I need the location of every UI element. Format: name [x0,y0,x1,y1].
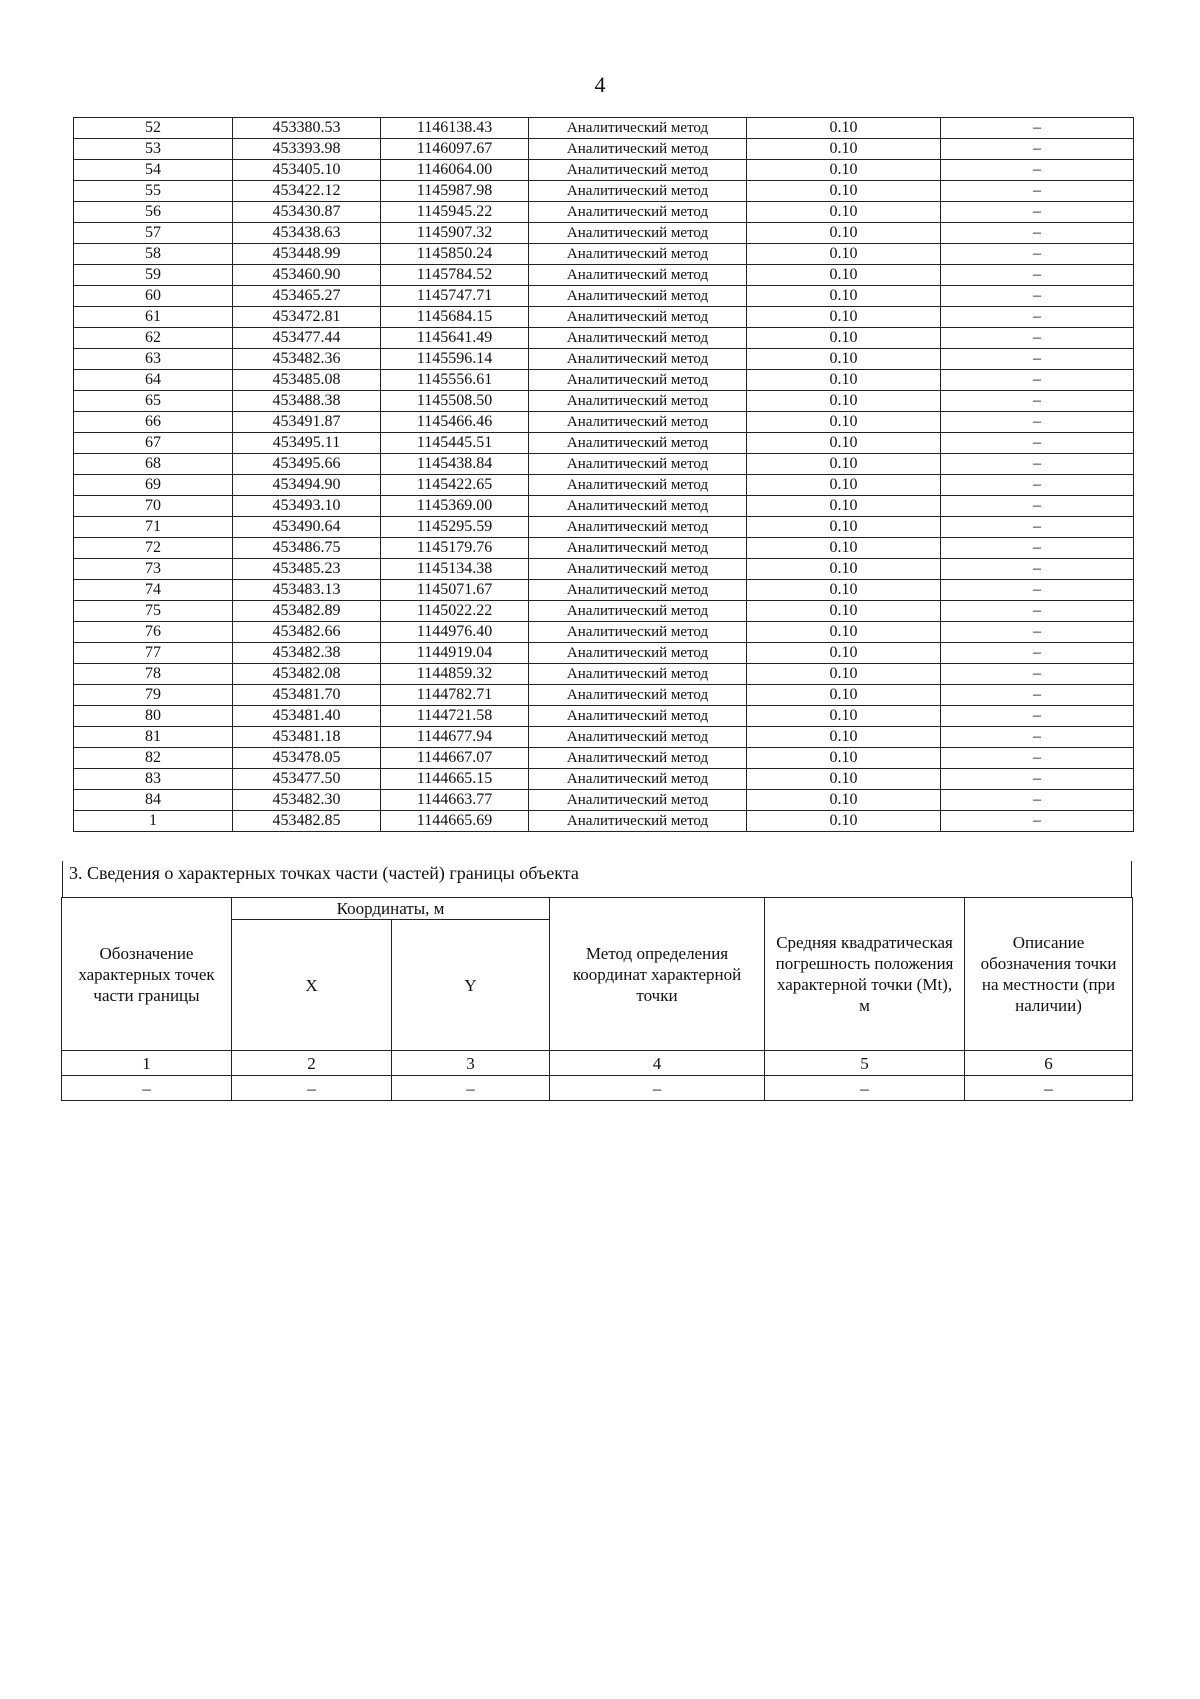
coord-x-cell: 453485.23 [233,559,381,580]
coord-x-cell: 453460.90 [233,265,381,286]
table-row [74,664,1134,685]
coord-x-cell: 453482.30 [233,790,381,811]
error-value-cell: 0.10 [747,748,941,769]
method-cell: Аналитический метод [529,307,747,328]
method-cell: Аналитический метод [529,202,747,223]
description-cell: – [941,685,1134,706]
point-number-cell: 84 [74,790,233,811]
coord-x-cell: 453481.18 [233,727,381,748]
empty-cell: – [965,1076,1133,1101]
description-cell: – [941,349,1134,370]
error-value-cell: 0.10 [747,643,941,664]
coord-x-cell: 453448.99 [233,244,381,265]
table-row [74,307,1134,328]
point-number-cell: 75 [74,601,233,622]
coord-x-cell: 453482.85 [233,811,381,832]
point-number-cell: 76 [74,622,233,643]
point-number-cell: 78 [74,664,233,685]
point-number-cell: 72 [74,538,233,559]
method-cell: Аналитический метод [529,769,747,790]
point-number-cell: 1 [74,811,233,832]
table-row [74,475,1134,496]
method-cell: Аналитический метод [529,139,747,160]
coord-y-cell: 1145784.52 [381,265,529,286]
method-cell: Аналитический метод [529,664,747,685]
coord-y-cell: 1144721.58 [381,706,529,727]
error-value-cell: 0.10 [747,202,941,223]
error-value-cell: 0.10 [747,559,941,580]
error-value-cell: 0.10 [747,580,941,601]
method-cell: Аналитический метод [529,118,747,139]
table-row [74,202,1134,223]
description-cell: – [941,181,1134,202]
section-3-title: 3. Сведения о характерных точках части (частей) границы объекта [62,861,1132,897]
point-number-cell: 66 [74,412,233,433]
method-cell: Аналитический метод [529,286,747,307]
description-cell: – [941,391,1134,412]
point-number-cell: 69 [74,475,233,496]
coord-x-cell: 453491.87 [233,412,381,433]
coord-y-cell: 1145295.59 [381,517,529,538]
coord-x-cell: 453482.08 [233,664,381,685]
description-cell: – [941,139,1134,160]
table-row [74,790,1134,811]
coord-y-cell: 1145556.61 [381,370,529,391]
method-cell: Аналитический метод [529,160,747,181]
coord-y-cell: 1145071.67 [381,580,529,601]
coord-x-cell: 453438.63 [233,223,381,244]
method-cell: Аналитический метод [529,601,747,622]
point-number-cell: 54 [74,160,233,181]
point-number-cell: 73 [74,559,233,580]
table-row [74,769,1134,790]
coord-y-cell: 1144919.04 [381,643,529,664]
point-number-cell: 77 [74,643,233,664]
method-cell: Аналитический метод [529,538,747,559]
coord-x-cell: 453486.75 [233,538,381,559]
coord-y-cell: 1145369.00 [381,496,529,517]
coordinates-table-body [74,118,1134,832]
point-number-cell: 63 [74,349,233,370]
column-number: 1 [62,1051,232,1076]
coord-y-cell: 1145987.98 [381,181,529,202]
error-value-cell: 0.10 [747,475,941,496]
description-cell: – [941,601,1134,622]
method-cell: Аналитический метод [529,223,747,244]
table-row [74,118,1134,139]
header-error: Средняя квадратическая погрешность положения характерной точки (Mt), м [765,898,965,1051]
column-number: 6 [965,1051,1133,1076]
coord-y-cell: 1144782.71 [381,685,529,706]
method-cell: Аналитический метод [529,727,747,748]
description-cell: – [941,559,1134,580]
empty-cell: – [765,1076,965,1101]
coord-x-cell: 453490.64 [233,517,381,538]
point-number-cell: 81 [74,727,233,748]
error-value-cell: 0.10 [747,538,941,559]
method-cell: Аналитический метод [529,622,747,643]
description-cell: – [941,244,1134,265]
coord-y-cell: 1145422.65 [381,475,529,496]
table-row [74,286,1134,307]
table-row [74,580,1134,601]
description-cell: – [941,160,1134,181]
coord-x-cell: 453422.12 [233,181,381,202]
coord-x-cell: 453495.66 [233,454,381,475]
coord-y-cell: 1144663.77 [381,790,529,811]
coord-y-cell: 1144976.40 [381,622,529,643]
description-cell: – [941,265,1134,286]
point-number-cell: 70 [74,496,233,517]
description-cell: – [941,412,1134,433]
coord-y-cell: 1145508.50 [381,391,529,412]
description-cell: – [941,790,1134,811]
error-value-cell: 0.10 [747,139,941,160]
coord-y-cell: 1145022.22 [381,601,529,622]
method-cell: Аналитический метод [529,643,747,664]
error-value-cell: 0.10 [747,391,941,412]
coordinates-table [73,117,1134,832]
table-row [74,139,1134,160]
error-value-cell: 0.10 [747,433,941,454]
coord-x-cell: 453481.70 [233,685,381,706]
method-cell: Аналитический метод [529,790,747,811]
description-cell: – [941,202,1134,223]
coord-x-cell: 453493.10 [233,496,381,517]
coord-x-cell: 453405.10 [233,160,381,181]
table-row [74,181,1134,202]
description-cell: – [941,622,1134,643]
description-cell: – [941,328,1134,349]
method-cell: Аналитический метод [529,349,747,370]
coord-y-cell: 1145641.49 [381,328,529,349]
coord-x-cell: 453482.36 [233,349,381,370]
error-value-cell: 0.10 [747,454,941,475]
coord-x-cell: 453495.11 [233,433,381,454]
table-row [74,643,1134,664]
point-number-cell: 57 [74,223,233,244]
error-value-cell: 0.10 [747,370,941,391]
error-value-cell: 0.10 [747,160,941,181]
table-row [74,265,1134,286]
table-row [74,538,1134,559]
method-cell: Аналитический метод [529,811,747,832]
table-row [74,517,1134,538]
empty-cell: – [392,1076,550,1101]
method-cell: Аналитический метод [529,706,747,727]
coord-y-cell: 1145134.38 [381,559,529,580]
description-cell: – [941,664,1134,685]
coord-y-cell: 1145684.15 [381,307,529,328]
description-cell: – [941,706,1134,727]
method-cell: Аналитический метод [529,265,747,286]
point-number-cell: 67 [74,433,233,454]
description-cell: – [941,223,1134,244]
coord-y-cell: 1145179.76 [381,538,529,559]
error-value-cell: 0.10 [747,664,941,685]
part-boundary-points-table [61,897,1133,1101]
point-number-cell: 65 [74,391,233,412]
table-row [74,223,1134,244]
point-number-cell: 80 [74,706,233,727]
coord-y-cell: 1146138.43 [381,118,529,139]
method-cell: Аналитический метод [529,370,747,391]
table-row [74,496,1134,517]
coord-y-cell: 1144859.32 [381,664,529,685]
description-cell: – [941,433,1134,454]
error-value-cell: 0.10 [747,265,941,286]
coord-y-cell: 1144667.07 [381,748,529,769]
description-cell: – [941,286,1134,307]
method-cell: Аналитический метод [529,559,747,580]
coord-y-cell: 1145907.32 [381,223,529,244]
error-value-cell: 0.10 [747,328,941,349]
point-number-cell: 56 [74,202,233,223]
table-row [74,727,1134,748]
table-row [74,328,1134,349]
table-row [74,622,1134,643]
header-description: Описание обозначения точки на местности (при наличии) [965,898,1133,1051]
table-row [74,685,1134,706]
header-y: Y [392,920,550,1051]
description-cell: – [941,517,1134,538]
column-number: 2 [232,1051,392,1076]
coord-x-cell: 453472.81 [233,307,381,328]
description-cell: – [941,475,1134,496]
point-number-cell: 52 [74,118,233,139]
description-cell: – [941,538,1134,559]
description-cell: – [941,727,1134,748]
description-cell: – [941,370,1134,391]
point-number-cell: 79 [74,685,233,706]
error-value-cell: 0.10 [747,769,941,790]
table-row [74,433,1134,454]
table-row [74,706,1134,727]
empty-cell: – [232,1076,392,1101]
error-value-cell: 0.10 [747,622,941,643]
coord-x-cell: 453478.05 [233,748,381,769]
coord-x-cell: 453494.90 [233,475,381,496]
description-cell: – [941,748,1134,769]
coord-y-cell: 1145747.71 [381,286,529,307]
table-row [74,811,1134,832]
coord-y-cell: 1145596.14 [381,349,529,370]
table-row [74,748,1134,769]
description-cell: – [941,769,1134,790]
error-value-cell: 0.10 [747,181,941,202]
point-number-cell: 62 [74,328,233,349]
coord-x-cell: 453465.27 [233,286,381,307]
coord-y-cell: 1144665.15 [381,769,529,790]
coord-y-cell: 1145445.51 [381,433,529,454]
method-cell: Аналитический метод [529,244,747,265]
coord-x-cell: 453482.66 [233,622,381,643]
method-cell: Аналитический метод [529,580,747,601]
point-number-cell: 61 [74,307,233,328]
empty-cell: – [550,1076,765,1101]
description-cell: – [941,496,1134,517]
description-cell: – [941,454,1134,475]
method-cell: Аналитический метод [529,328,747,349]
point-number-cell: 55 [74,181,233,202]
coord-x-cell: 453483.13 [233,580,381,601]
column-numbers-row [62,1051,1133,1076]
point-number-cell: 71 [74,517,233,538]
error-value-cell: 0.10 [747,790,941,811]
description-cell: – [941,118,1134,139]
column-number: 3 [392,1051,550,1076]
coord-y-cell: 1144665.69 [381,811,529,832]
header-x: X [232,920,392,1051]
point-number-cell: 53 [74,139,233,160]
header-coordinates: Координаты, м [232,898,550,920]
point-number-cell: 82 [74,748,233,769]
coord-x-cell: 453481.40 [233,706,381,727]
error-value-cell: 0.10 [747,412,941,433]
header-designation: Обозначение характерных точек части границы [62,898,232,1051]
coord-y-cell: 1146064.00 [381,160,529,181]
point-number-cell: 60 [74,286,233,307]
error-value-cell: 0.10 [747,286,941,307]
empty-data-row [62,1076,1133,1101]
error-value-cell: 0.10 [747,811,941,832]
error-value-cell: 0.10 [747,517,941,538]
coord-y-cell: 1145945.22 [381,202,529,223]
table-row [74,601,1134,622]
description-cell: – [941,307,1134,328]
error-value-cell: 0.10 [747,727,941,748]
method-cell: Аналитический метод [529,391,747,412]
method-cell: Аналитический метод [529,181,747,202]
coord-y-cell: 1145850.24 [381,244,529,265]
coord-y-cell: 1144677.94 [381,727,529,748]
coord-y-cell: 1146097.67 [381,139,529,160]
coord-y-cell: 1145466.46 [381,412,529,433]
error-value-cell: 0.10 [747,307,941,328]
coord-x-cell: 453393.98 [233,139,381,160]
point-number-cell: 68 [74,454,233,475]
error-value-cell: 0.10 [747,685,941,706]
method-cell: Аналитический метод [529,496,747,517]
point-number-cell: 83 [74,769,233,790]
table-row [74,412,1134,433]
table-row [74,559,1134,580]
point-number-cell: 59 [74,265,233,286]
coord-x-cell: 453477.44 [233,328,381,349]
method-cell: Аналитический метод [529,748,747,769]
table-row [74,391,1134,412]
column-number: 4 [550,1051,765,1076]
page-number: 4 [594,72,606,97]
method-cell: Аналитический метод [529,475,747,496]
coord-x-cell: 453482.38 [233,643,381,664]
point-number-cell: 74 [74,580,233,601]
table-row [74,454,1134,475]
method-cell: Аналитический метод [529,433,747,454]
table-row [74,244,1134,265]
error-value-cell: 0.10 [747,601,941,622]
coord-y-cell: 1145438.84 [381,454,529,475]
method-cell: Аналитический метод [529,517,747,538]
error-value-cell: 0.10 [747,706,941,727]
column-number: 5 [765,1051,965,1076]
point-number-cell: 58 [74,244,233,265]
table-row [74,349,1134,370]
header-method: Метод определения координат характерной точки [550,898,765,1051]
coord-x-cell: 453482.89 [233,601,381,622]
coord-x-cell: 453430.87 [233,202,381,223]
table-row [74,160,1134,181]
description-cell: – [941,811,1134,832]
coord-x-cell: 453485.08 [233,370,381,391]
method-cell: Аналитический метод [529,685,747,706]
method-cell: Аналитический метод [529,454,747,475]
method-cell: Аналитический метод [529,412,747,433]
description-cell: – [941,643,1134,664]
coord-x-cell: 453477.50 [233,769,381,790]
error-value-cell: 0.10 [747,118,941,139]
empty-cell: – [62,1076,232,1101]
coord-x-cell: 453488.38 [233,391,381,412]
description-cell: – [941,580,1134,601]
point-number-cell: 64 [74,370,233,391]
error-value-cell: 0.10 [747,349,941,370]
coord-x-cell: 453380.53 [233,118,381,139]
table-row [74,370,1134,391]
error-value-cell: 0.10 [747,496,941,517]
error-value-cell: 0.10 [747,244,941,265]
error-value-cell: 0.10 [747,223,941,244]
